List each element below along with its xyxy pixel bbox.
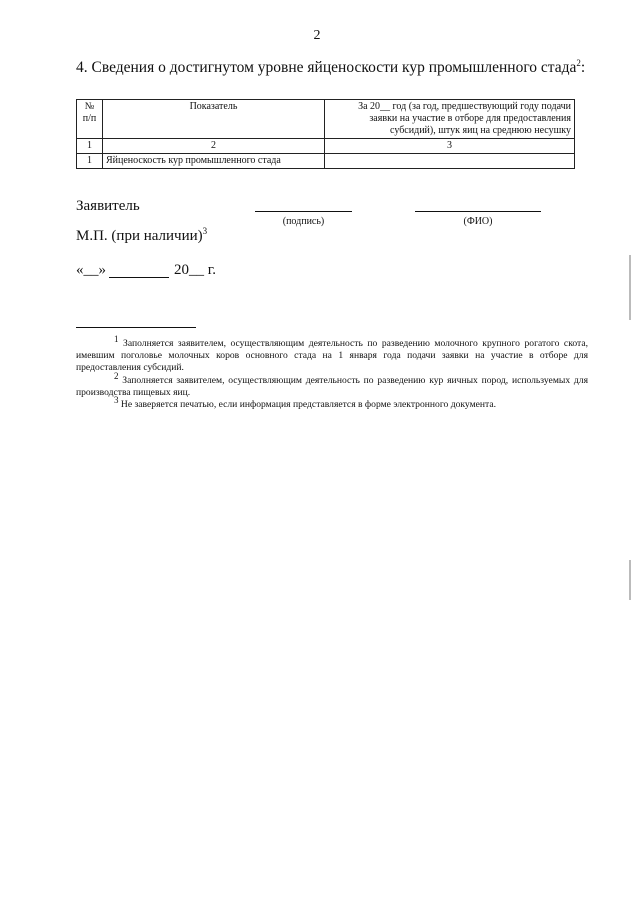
- heading-footnote-ref: 2: [576, 57, 581, 68]
- applicant-label: Заявитель: [76, 198, 140, 214]
- scan-edge-mark: [629, 255, 631, 320]
- footnote-text: Заполняется заявителем, осуществляющим деятельность по разведению кур яичных пород, используемых для производства пищевых яиц.: [76, 374, 588, 398]
- signature-caption: (подпись): [282, 216, 325, 227]
- name-caption: (ФИО): [463, 216, 493, 227]
- section-heading: [76, 58, 586, 77]
- stamp-footnote-ref: 3: [202, 226, 208, 236]
- date-year: 20__ г.: [174, 262, 216, 278]
- table-cell: 3: [325, 139, 575, 154]
- section-heading-text: 4. Сведения о достигнутом уровне яйценоскости кур промышленного стада: [76, 59, 577, 76]
- footnote-1: [76, 333, 589, 375]
- date-month-line[interactable]: [109, 277, 169, 278]
- footnotes: [76, 333, 589, 411]
- heading-suffix: :: [580, 59, 586, 76]
- footnote-mark: 3: [114, 394, 119, 405]
- footnote-mark: 2: [114, 370, 119, 381]
- egg-production-table: [76, 99, 575, 169]
- table-cell: 1: [77, 139, 103, 154]
- footnote-separator: [76, 327, 196, 328]
- table-cell: 2: [103, 139, 325, 154]
- header-number: № п/п: [77, 100, 103, 139]
- header-indicator: Показатель: [103, 100, 325, 139]
- table-cell-empty: [325, 154, 575, 169]
- name-line[interactable]: [415, 211, 541, 212]
- page-number: 2: [313, 28, 321, 43]
- date-open: «__»: [76, 262, 106, 278]
- footnote-3: [76, 394, 588, 411]
- stamp-label-text: М.П. (при наличии): [76, 228, 203, 244]
- scan-edge-mark: [629, 560, 631, 600]
- table-cell: 1: [77, 154, 103, 169]
- stamp-label: [76, 228, 207, 245]
- table-numbering-row: [77, 139, 575, 154]
- footnote-text: Заполняется заявителем, осуществляющим деятельность по разведению молочного крупного рогатого скота, имевшим поголовье молочных коров основного стада на 1 января года подачи заявки на участие в отборе для предоставления субсидий.: [76, 338, 589, 374]
- table-row: [77, 154, 575, 169]
- footnote-text: Не заверяется печатью, если информация представляется в форме электронного документа.: [120, 399, 497, 411]
- footnote-mark: 1: [114, 333, 119, 344]
- signature-line[interactable]: [255, 211, 352, 212]
- table-header-row: [77, 100, 575, 139]
- table-cell: Яйценоскость кур промышленного стада: [103, 154, 325, 169]
- footnote-2: [76, 370, 588, 399]
- header-value: За 20__ год (за год, предшествующий году подачи заявки на участие в отборе для предоставления субсидий), штук яиц на среднюю несушку: [325, 100, 575, 139]
